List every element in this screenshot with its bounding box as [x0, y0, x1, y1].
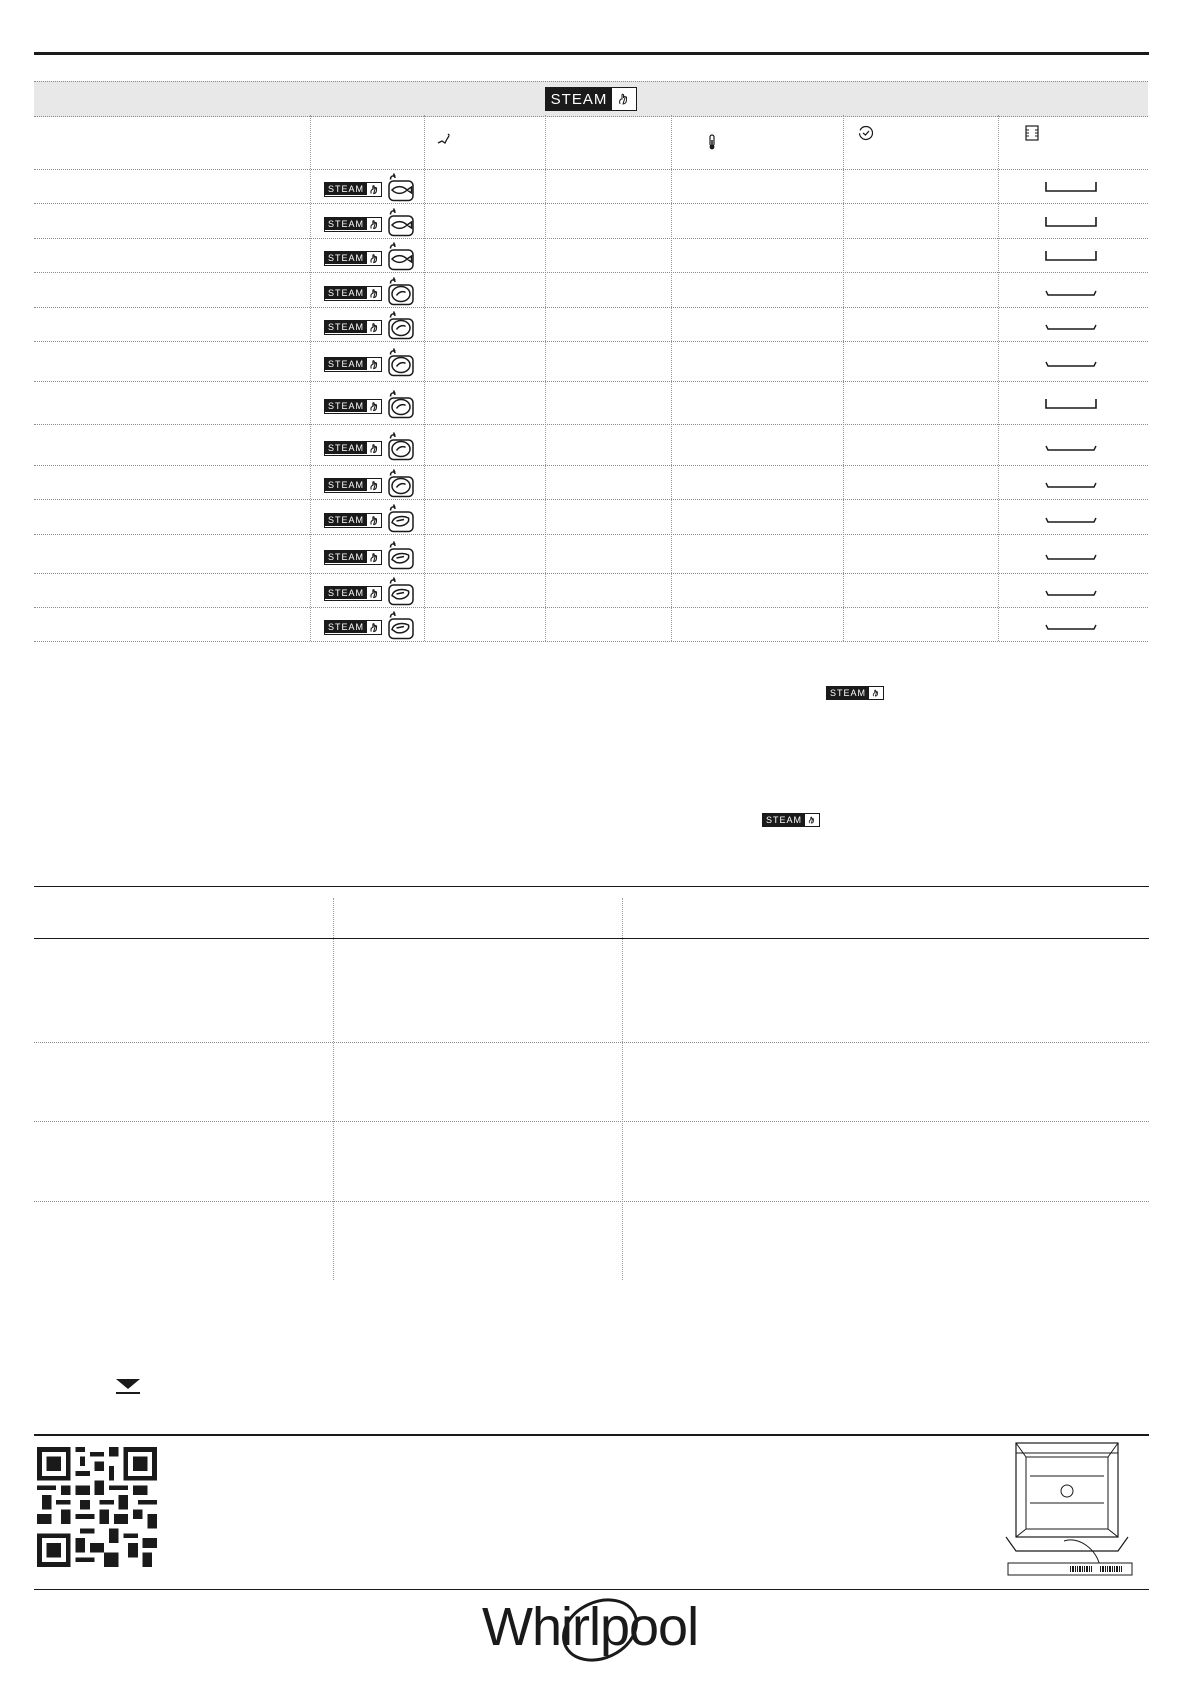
row-divider	[34, 238, 1148, 239]
steam-badge	[324, 586, 382, 601]
steam-tap-icon	[436, 131, 454, 154]
steam-badge-label: STEAM	[325, 252, 367, 264]
top-rule	[34, 52, 1149, 55]
row-divider	[34, 641, 1148, 642]
program-cell	[324, 172, 416, 207]
program-cell	[324, 276, 416, 311]
row-divider	[34, 465, 1148, 466]
steam-badge	[324, 320, 382, 335]
steam-badge-label: STEAM	[546, 88, 613, 110]
footer-top-rule	[34, 1434, 1149, 1436]
inline-steam-badge: STEAM	[826, 683, 884, 701]
program-cell	[324, 610, 416, 645]
program-cell	[324, 389, 416, 424]
steam-badge-label: STEAM	[325, 442, 367, 454]
row-divider	[34, 169, 1148, 170]
program-cell	[324, 207, 416, 242]
column-divider	[333, 898, 334, 1280]
steam-badge-label: STEAM	[325, 587, 367, 599]
oven-rating-plate-icon	[1004, 1441, 1134, 1582]
row-divider	[34, 1121, 1149, 1122]
column-divider	[843, 115, 844, 641]
steam-hand-icon	[367, 479, 381, 492]
steam-badge	[324, 550, 382, 565]
inline-steam-badge: STEAM	[762, 810, 820, 828]
row-divider	[34, 534, 1148, 535]
row-divider	[34, 381, 1148, 382]
steam-badge	[324, 217, 382, 232]
shallow-rack-icon	[1044, 317, 1098, 336]
shallow-rack-icon	[1044, 583, 1098, 602]
brand-wordmark: Whirlpool	[482, 1597, 699, 1657]
program-cell	[324, 540, 416, 575]
column-divider	[622, 898, 623, 1280]
thermometer-icon	[703, 133, 721, 156]
steam-badge	[324, 399, 382, 414]
steam-hand-icon	[367, 400, 381, 413]
steam-hand-icon	[367, 358, 381, 371]
program-cell	[324, 503, 416, 538]
steam-hand-icon	[367, 587, 381, 600]
steam-badge	[324, 513, 382, 528]
steam-badge-label: STEAM	[325, 321, 367, 333]
row-divider	[34, 1042, 1149, 1043]
steam-badge	[324, 251, 382, 266]
shallow-rack-icon	[1044, 283, 1098, 302]
program-cell	[324, 310, 416, 345]
shallow-rack-icon	[1044, 475, 1098, 494]
steam-hand-icon	[367, 321, 381, 334]
vegetable-icon	[386, 431, 416, 466]
steam-hand-icon	[367, 551, 381, 564]
fish-fillet-icon	[386, 241, 416, 276]
shallow-rack-icon	[1044, 547, 1098, 566]
deep-tray-icon	[1044, 214, 1098, 233]
steam-badge-label: STEAM	[325, 621, 367, 633]
steam-badge-label: STEAM	[325, 551, 367, 563]
column-divider	[310, 115, 311, 641]
shallow-rack-icon	[1044, 510, 1098, 529]
program-cell	[324, 431, 416, 466]
timer-icon	[857, 124, 875, 147]
deep-tray-icon	[1044, 179, 1098, 198]
steam-table-header-band	[34, 81, 1148, 117]
steam-hand-icon	[869, 687, 883, 699]
steam-hand-icon	[367, 252, 381, 265]
program-cell	[324, 241, 416, 276]
steam-hand-icon	[367, 442, 381, 455]
row-divider	[34, 307, 1148, 308]
meat-icon	[386, 503, 416, 538]
meat-icon	[386, 610, 416, 645]
column-divider	[998, 115, 999, 641]
steam-badge	[324, 441, 382, 456]
vegetable-icon	[386, 347, 416, 382]
deep-tray-icon	[1044, 396, 1098, 415]
column-divider	[424, 115, 425, 641]
row-divider	[34, 203, 1148, 204]
footer-bottom-rule	[34, 1589, 1149, 1590]
column-divider	[671, 115, 672, 641]
table-top-rule	[34, 886, 1149, 887]
steam-badge	[324, 620, 382, 635]
table-header-rule	[34, 938, 1149, 939]
vegetable-icon	[386, 310, 416, 345]
program-cell	[324, 576, 416, 611]
row-divider	[34, 272, 1148, 273]
vegetable-icon	[386, 468, 416, 503]
deep-tray-icon	[1044, 248, 1098, 267]
steam-hand-icon	[367, 183, 381, 196]
program-cell	[324, 347, 416, 382]
shelf-level-icon	[1023, 124, 1041, 147]
meat-icon	[386, 540, 416, 575]
row-divider	[34, 424, 1148, 425]
steam-badge-label: STEAM	[325, 479, 367, 491]
row-divider	[34, 607, 1148, 608]
meat-icon	[386, 576, 416, 611]
steam-hand-icon	[367, 514, 381, 527]
shallow-rack-icon	[1044, 354, 1098, 373]
steam-badge-label: STEAM	[325, 514, 367, 526]
row-divider	[34, 341, 1148, 342]
steam-badge-label: STEAM	[325, 183, 367, 195]
steam-badge	[545, 87, 638, 111]
whirlpool-logo	[476, 1594, 716, 1668]
steam-badge	[324, 478, 382, 493]
steam-badge-label: STEAM	[325, 287, 367, 299]
qr-code-icon	[37, 1446, 157, 1573]
steam-hand-icon	[612, 88, 636, 110]
row-divider	[34, 1201, 1149, 1202]
shallow-rack-icon	[1044, 617, 1098, 636]
steam-hand-icon	[367, 621, 381, 634]
steam-hand-icon	[367, 287, 381, 300]
steam-badge-label: STEAM	[325, 218, 367, 230]
vegetable-icon	[386, 276, 416, 311]
column-divider	[545, 115, 546, 641]
download-arrow-icon	[114, 1377, 142, 1400]
steam-badge	[324, 286, 382, 301]
program-cell	[324, 468, 416, 503]
shallow-rack-icon	[1044, 438, 1098, 457]
steam-badge	[324, 357, 382, 372]
row-divider	[34, 499, 1148, 500]
steam-badge-label: STEAM	[325, 400, 367, 412]
vegetable-icon	[386, 389, 416, 424]
steam-badge	[324, 182, 382, 197]
row-divider	[34, 573, 1148, 574]
fish-fillet-icon	[386, 172, 416, 207]
steam-badge-label: STEAM	[325, 358, 367, 370]
steam-hand-icon	[367, 218, 381, 231]
fish-fillet-icon	[386, 207, 416, 242]
steam-hand-icon	[805, 814, 819, 826]
